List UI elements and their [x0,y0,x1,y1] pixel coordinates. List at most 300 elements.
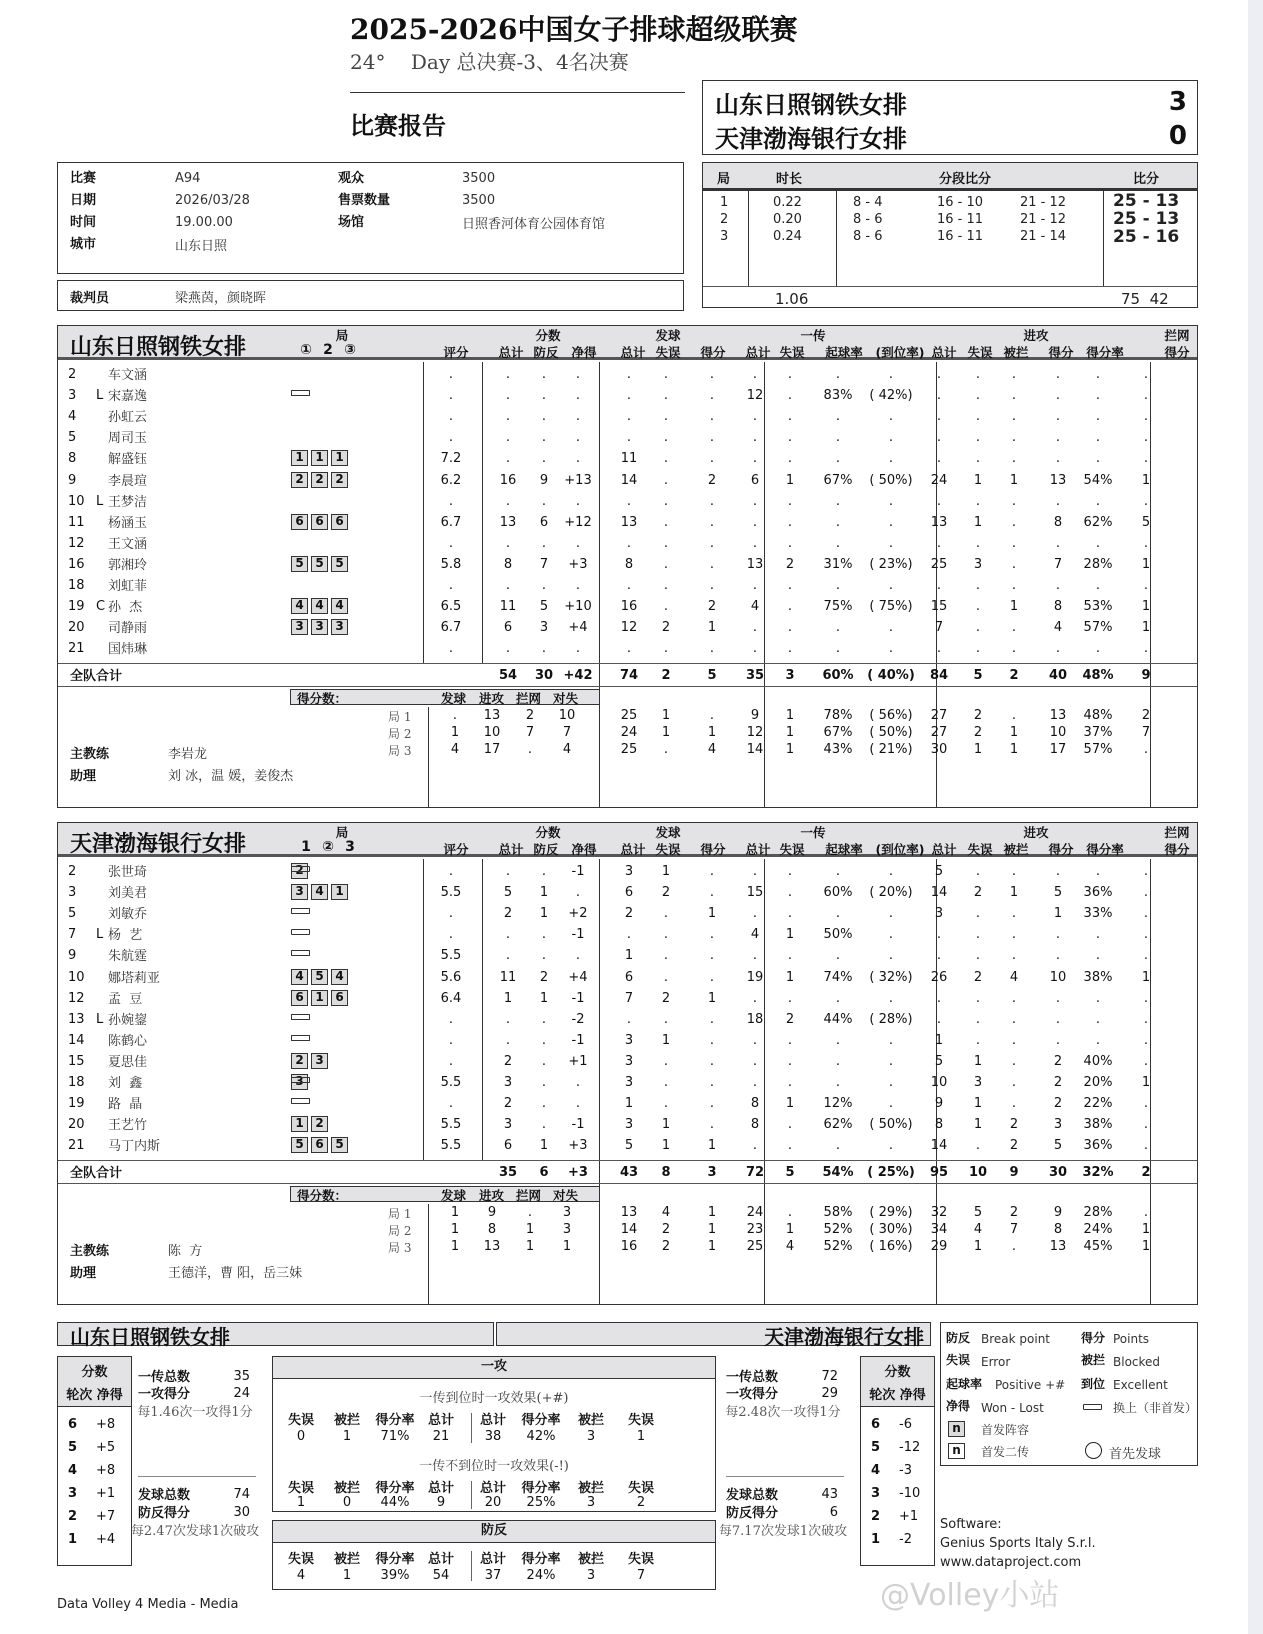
set-participation [291,556,351,572]
player-row[interactable] [58,406,1197,428]
points-by-serve: 1 [450,725,460,741]
stat-bp: . [541,1096,547,1112]
stat-se: . [663,472,669,488]
stat-ap: . [1055,948,1061,964]
stat-pt: 2 [503,1096,513,1112]
stat-apct: 62% [1083,514,1113,530]
stat-ab: . [1011,430,1017,446]
stat-net: -1 [571,864,585,879]
stat-ae: 1 [973,1096,983,1112]
stat-bk: . [1143,906,1149,922]
header-pts-total: 总计 [498,842,524,857]
total-ae: 10 [968,1165,988,1181]
first-attack-points: 一攻得分 24 [138,1386,250,1402]
set-stat-st: 13 [620,1205,638,1221]
header-srv-pts: 得分 [700,345,726,360]
referees-box [57,280,684,311]
stat-ab: . [1011,864,1017,879]
stat-apct: 22% [1083,1096,1113,1112]
set-stat-ap: 13 [1049,708,1067,724]
stat-apct: . [1095,430,1101,446]
player-row[interactable] [58,470,1197,492]
break-point-points: 防反得分 30 [138,1505,250,1521]
set-set: 2 [720,212,729,227]
stat-ap: 3 [1053,1117,1063,1133]
total-sp: 5 [707,668,717,684]
positive-caption: 一传到位时一攻效果(+#) [419,1391,569,1406]
total-points: 75 42 [1121,290,1169,308]
starting-position-box: 4 [331,598,348,614]
points-by-attack: 13 [483,708,501,724]
table-header [58,823,1197,857]
total-re: 5 [785,1165,795,1181]
stat-ap: . [1055,864,1061,879]
label-spectators: 观众 [338,171,365,186]
stat-rt: . [752,948,758,964]
points-by-serve: 1 [450,1205,460,1221]
stat-apct: 57% [1083,620,1113,636]
stat-rexc: ( 28%) [869,1011,913,1027]
player-name: 娜塔莉亚 [108,970,161,986]
stat-bk: . [1143,641,1149,657]
team-total-label: 全队合计 [70,669,123,685]
starting-position-box: 1 [311,990,328,1006]
stat-ae: 1 [973,1117,983,1133]
stat-at: 8 [934,1117,944,1133]
stat-rexc: . [888,409,894,425]
stat-rt: 12 [746,388,764,404]
first-attack-note: 每1.46次一攻得1分 [137,1405,253,1420]
first-attack-col-header: 失误 [287,1481,314,1496]
stat-ab: . [1011,1032,1017,1048]
player-row[interactable] [58,448,1197,470]
player-name: 解盛钰 [108,452,148,468]
stat-bk: . [1143,430,1149,446]
set-stat-rt: 14 [746,742,764,758]
player-name: 夏思佳 [108,1054,148,1070]
break-point-col-header: 总计 [479,1552,506,1567]
set-participation [291,472,351,488]
first-attack-col-header: 得分率 [375,1481,415,1496]
team-name: 天津渤海银行女排 [70,832,247,857]
stat-bk: 1 [1141,969,1151,985]
stat-sp: . [709,1117,715,1133]
player-number: 2 [68,864,77,879]
stat-net: . [575,641,581,657]
stat-apct: 53% [1083,599,1113,615]
stat-ab: . [1011,641,1017,657]
player-row[interactable] [58,638,1197,660]
stat-ap: . [1055,990,1061,1006]
stat-pt: 11 [499,969,517,985]
serve-first-circle-icon [1085,1442,1102,1459]
stat-rexc: . [888,948,894,964]
stat-apct: 38% [1083,969,1113,985]
player-number: 12 [68,535,85,551]
stat-rt: . [752,906,758,922]
player-number: 9 [68,472,77,488]
set-stat-sp: 1 [707,1205,717,1221]
home-rotation-box: 分数 轮次 净得 6 +8 5 +5 4 +8 3 +1 2 +7 1 +4 [57,1356,132,1566]
player-number: 5 [68,906,77,922]
set-p16: 16 - 10 [937,195,984,210]
stat-at: 24 [930,472,948,488]
stat-se: . [663,388,669,404]
legend-key: 到位 [1081,1377,1106,1391]
positive-value: 1 [636,1429,646,1444]
stat-pt: 3 [503,1117,513,1133]
report-heading: 比赛报告 [350,112,446,140]
player-row[interactable] [58,967,1197,989]
break-point-box [272,1520,716,1590]
player-name: 郭湘玲 [108,557,148,573]
player-row[interactable] [58,1072,1197,1094]
stat-st: . [626,535,632,551]
set-label: 局 2 [388,1224,412,1239]
set-stat-bk: 1 [1141,1239,1151,1255]
starting-position-box: 1 [311,450,328,466]
stat-ab: . [1011,1011,1017,1027]
set-stat-ab: . [1011,708,1017,724]
player-row[interactable] [58,596,1197,618]
stat-st: 11 [620,451,638,467]
set-p21: 21 - 12 [1020,212,1067,227]
stat-rating: . [448,578,454,593]
header-recv-group: 一传 [800,328,826,343]
first-attack-col-header: 被拦 [577,1413,604,1428]
set-duration: 0.24 [773,229,802,244]
first-attack-col-header: 被拦 [333,1481,360,1496]
set-duration: 0.22 [773,195,802,210]
starting-position-box: 6 [311,514,328,530]
starting-position-box: 3 [311,619,328,635]
player-row[interactable] [58,491,1197,513]
stat-ap: . [1055,409,1061,425]
starting-position-box: 2 [291,1053,308,1069]
stat-rating: 5.8 [440,556,462,572]
stat-rating: . [448,1053,454,1069]
stat-rt: . [752,535,758,551]
player-number: 13 [68,1011,85,1027]
set-stat-rpos: 67% [823,725,853,741]
stat-rating: . [448,535,454,551]
set-stat-bk: . [1143,742,1149,758]
points-by-header: 得分数： 发球 进攻 拦网 对失 [290,1186,600,1202]
stat-sp: 1 [707,1138,717,1154]
total-ab: 9 [1009,1165,1019,1181]
player-role: L [96,927,104,943]
stat-se: . [663,1096,669,1112]
stat-rexc: ( 50%) [869,1117,913,1133]
stat-pt: . [505,367,511,382]
stat-rpos: 75% [823,599,853,615]
stat-st: 3 [624,1117,634,1133]
points-by-attack: 10 [483,725,501,741]
player-row[interactable] [58,427,1197,449]
stat-bk: 1 [1141,599,1151,615]
set-stat-at: 34 [930,1222,948,1238]
stat-se: . [663,367,669,382]
player-row[interactable] [58,512,1197,534]
stat-bp: . [541,1117,547,1133]
player-row[interactable] [58,364,1197,386]
stat-st: . [626,641,632,657]
player-name: 路 晶 [108,1097,143,1113]
stat-bp: 1 [539,990,549,1006]
header-srv-total: 总计 [620,345,646,360]
stat-st: 3 [624,1053,634,1069]
header-atk-pts: 得分 [1048,842,1074,857]
stat-at: 5 [934,864,944,879]
stat-ap: . [1055,535,1061,551]
player-number: 10 [68,493,85,509]
player-name: 王文涵 [108,536,148,552]
player-name: 车文涵 [108,368,148,383]
stat-st: . [626,493,632,509]
set-stat-ae: 2 [973,708,983,724]
stat-rexc: ( 42%) [869,388,913,404]
stat-bk: . [1143,535,1149,551]
label-date: 日期 [70,193,97,208]
header-rcv-exc: (到位率) [875,345,925,360]
stat-ab: . [1011,451,1017,467]
set-stat-rexc: ( 21%) [869,742,913,758]
stat-ab: . [1011,906,1017,922]
header-pts-total: 总计 [498,345,524,360]
stat-se: . [663,599,669,615]
stat-rexc: . [888,535,894,551]
player-row[interactable] [58,903,1197,925]
rotation-header: 分数 轮次 净得 [861,1357,934,1407]
label-time: 时间 [70,215,97,230]
set-stat-re: . [787,1205,793,1221]
stat-rt: . [752,493,758,509]
stat-se: . [663,1011,669,1027]
stat-at: . [936,409,942,425]
set-p16: 16 - 11 [937,229,984,244]
stat-rating: 6.5 [440,599,462,615]
stat-se: . [663,451,669,467]
stat-rexc: . [888,864,894,879]
player-row[interactable] [58,924,1197,946]
starting-position-box: 5 [331,1137,348,1153]
title-divider [350,92,685,93]
stat-re: . [787,620,793,636]
stat-apct: 40% [1083,1053,1113,1069]
player-row[interactable] [58,575,1197,597]
stat-rating: 5.5 [440,1075,462,1090]
points-by-block: 1 [525,1222,535,1238]
starting-position-box: 4 [311,598,328,614]
stat-bk: 1 [1141,472,1151,488]
label-referees: 裁判员 [70,291,110,306]
stat-st: 3 [624,1075,634,1090]
stat-ap: . [1055,388,1061,404]
stat-bp: . [541,493,547,509]
legend-sub-label: 换上（非首发） [1113,1401,1198,1415]
stat-apct: . [1095,388,1101,404]
stat-st: 8 [624,556,634,572]
set-stat-ap: 8 [1053,1222,1063,1238]
stat-bk: 5 [1141,514,1151,530]
player-row[interactable] [58,554,1197,576]
set-participation [291,1137,351,1153]
stat-ab: . [1011,514,1017,530]
stat-rpos: . [835,990,841,1006]
stat-re: . [787,1053,793,1069]
footer-source: Data Volley 4 Media - Media [57,1597,239,1612]
stat-rpos: . [835,451,841,467]
stat-bk: . [1143,1117,1149,1133]
substitute-icon [291,908,310,914]
stat-bk: . [1143,1053,1149,1069]
negative-caption: 一传不到位时一攻效果(-!) [419,1459,569,1474]
stat-rpos: . [835,864,841,879]
stat-ae: . [975,493,981,509]
stat-se: . [663,409,669,425]
substitute-icon [291,1014,310,1020]
stat-ae: . [975,864,981,879]
points-by-opp: 7 [562,725,572,741]
legend-value: Won - Lost [981,1401,1044,1415]
legend-serve-first-label: 首先发球 [1109,1447,1162,1462]
player-row[interactable] [58,1114,1197,1136]
stat-pt: 16 [499,472,517,488]
stat-sp: . [709,969,715,985]
stat-bp: . [541,948,547,964]
stat-ab: . [1011,1053,1017,1069]
stat-rating: 6.7 [440,620,462,636]
set-stat-ap: 10 [1049,725,1067,741]
stat-at: 14 [930,1138,948,1154]
total-bp: 6 [539,1165,549,1181]
stat-re: 2 [785,556,795,572]
stat-ap: 5 [1053,885,1063,901]
set-stat-sp: 1 [707,1222,717,1238]
player-row[interactable] [58,1093,1197,1115]
stat-rpos: . [835,409,841,425]
stat-at: . [936,578,942,593]
legend-value: Points [1113,1332,1150,1346]
player-row[interactable] [58,1030,1197,1052]
stat-pt: . [505,864,511,879]
value-date: 2026/03/28 [175,193,250,208]
stat-rpos: 62% [823,1117,853,1133]
total-pt: 35 [498,1165,518,1181]
player-name: 周司玉 [108,431,148,447]
header-atk-total: 总计 [931,842,957,857]
set-stat-ap: 13 [1049,1239,1067,1255]
break-point-value: 24% [526,1568,556,1583]
stat-bp: . [541,430,547,446]
legend-key: 得分 [1081,1331,1106,1345]
stat-rexc: ( 32%) [869,969,913,985]
stat-pt: 3 [503,1075,513,1090]
player-row[interactable] [58,617,1197,639]
player-row[interactable] [58,861,1197,883]
set-participation [291,1074,311,1090]
stat-se: . [663,641,669,657]
legend-key: 防反 [946,1331,971,1345]
stat-ap: 2 [1053,1075,1063,1090]
header-set: 局 [717,172,731,187]
stat-pt: 13 [499,514,517,530]
stat-ae: . [975,641,981,657]
stat-re: . [787,864,793,879]
player-name: 杨 艺 [108,928,143,944]
stat-bk: 1 [1141,1075,1151,1090]
player-row[interactable] [58,882,1197,904]
stat-ae: . [975,451,981,467]
stat-ae: . [975,620,981,636]
stat-ae: . [975,367,981,382]
stat-rating: . [448,906,454,922]
header-atk-blk: 被拦 [1003,345,1029,360]
stat-sp: . [709,948,715,964]
stat-bp: 2 [539,969,549,985]
set-final-score: 25 - 16 [1113,227,1180,247]
stat-ab: . [1011,990,1017,1006]
player-row[interactable] [58,1135,1197,1157]
header-rcv-err: 失误 [779,345,805,360]
substitute-icon [291,866,310,872]
website-link[interactable]: www.dataproject.com [940,1555,1082,1570]
stat-se: . [663,927,669,943]
set-stat-rexc: ( 50%) [869,725,913,741]
stat-at: . [936,927,942,943]
stat-ab: . [1011,388,1017,404]
stat-ap: 4 [1053,620,1063,636]
stat-re: . [787,990,793,1006]
stat-rexc: ( 50%) [869,472,913,488]
stat-se: 2 [661,990,671,1006]
stat-rpos: . [835,1138,841,1154]
set-stat-rt: 23 [746,1222,764,1238]
set-stat-se: 2 [661,1222,671,1238]
stat-se: 2 [661,885,671,901]
stat-bp: . [541,388,547,404]
total-rexc: ( 40%) [867,668,915,684]
set-participation [291,969,351,985]
stat-net: -1 [571,1117,585,1133]
set-stat-ab: 7 [1009,1222,1019,1238]
stat-ae: . [975,599,981,615]
set-stat-se: 1 [661,725,671,741]
player-number: 16 [68,556,85,572]
set-stat-bk: 1 [1141,1222,1151,1238]
starting-position-box: 1 [291,1116,308,1132]
stat-pt: 11 [499,599,517,615]
player-row[interactable] [58,385,1197,407]
player-row[interactable] [58,945,1197,967]
stat-net: . [575,451,581,467]
player-row[interactable] [58,1009,1197,1031]
stat-at: . [936,388,942,404]
serve-total: 发球总数 74 [138,1487,250,1503]
stat-ap: . [1055,367,1061,382]
stat-net: +12 [564,514,592,530]
player-row[interactable] [58,1051,1197,1073]
header-serve-group: 发球 [655,328,681,343]
stat-re: . [787,388,793,404]
player-name: 朱航霆 [108,949,148,965]
stat-net: +4 [568,620,588,636]
stat-pt: . [505,927,511,943]
starting-position-box: 1 [291,450,308,466]
stat-at: 10 [930,1075,948,1090]
player-row[interactable] [58,533,1197,555]
player-row[interactable] [58,988,1197,1010]
